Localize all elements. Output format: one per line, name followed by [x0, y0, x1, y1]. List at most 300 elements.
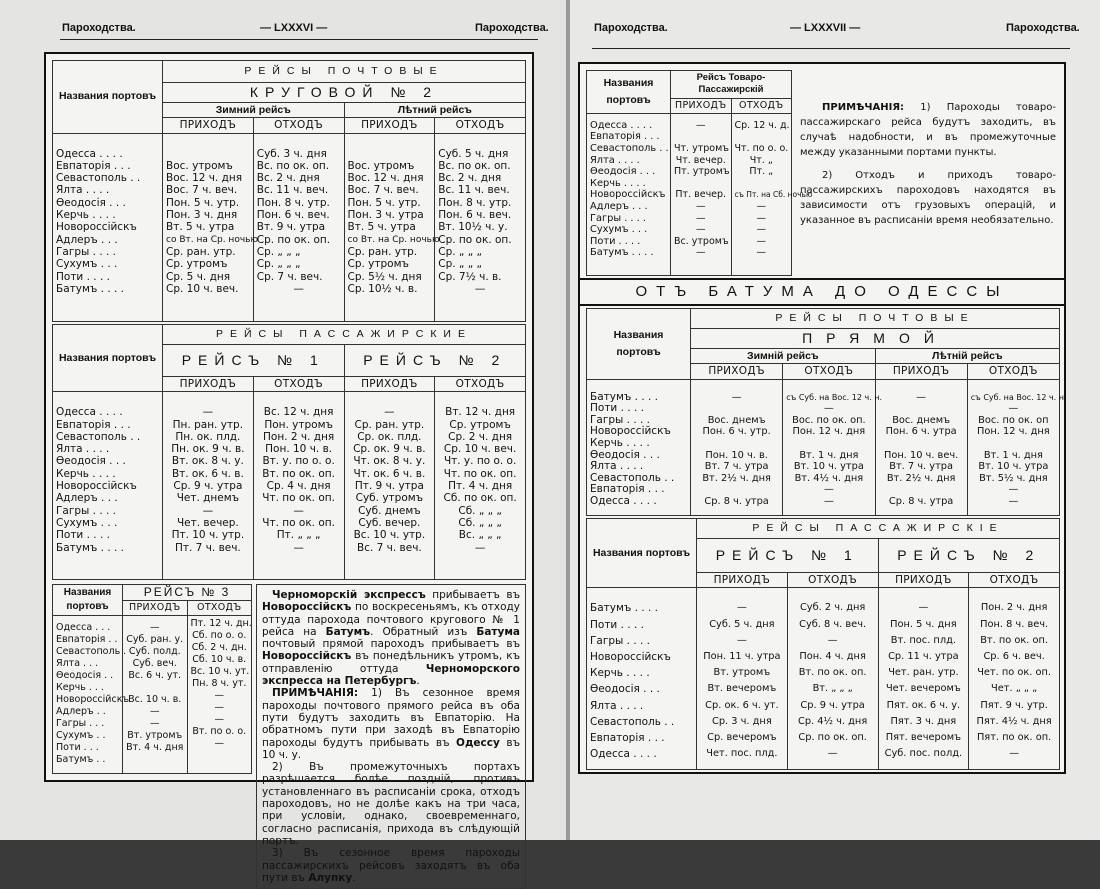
time-cell: Пон. 10 ч. в. [705, 449, 768, 461]
time-cell: Сб. 2 ч. дн. [191, 642, 247, 653]
port-name: Севастополь . . [590, 471, 675, 484]
time-cell: Пон. 8 ч. утр. [256, 196, 330, 209]
table-passenger-return [586, 518, 1060, 770]
time-cell: Пон. 6 ч. утр. [702, 426, 771, 438]
time-cell: Суб. утромъ [355, 492, 424, 505]
port-name: Батумъ . . . . [56, 282, 125, 295]
port-name: Батумъ . . . . [590, 390, 659, 403]
time-cell: Чт. утромъ [674, 143, 729, 155]
time-cell: Вс. 11 ч. веч. [256, 184, 329, 197]
port-name: Ялта . . . . [56, 184, 110, 197]
time-cell: Ср. ран. утр. [166, 245, 236, 258]
time-cell: Ср. утромъ [449, 418, 511, 431]
time-cell: Пон. 8 ч. утр. [438, 196, 512, 209]
time-cell: — [756, 235, 766, 247]
time-cell: Вт. 5 ч. утра [166, 221, 235, 234]
route-2-departure-column [435, 392, 526, 580]
time-cell: — [214, 690, 224, 701]
port-name: Новороссійскъ [590, 189, 666, 201]
table-mail-circular [52, 60, 526, 322]
winter-departure-column [253, 133, 344, 321]
time-cell: — [202, 406, 214, 419]
port-name: Керчь . . . [56, 682, 104, 693]
port-name: Керчь . . . . [56, 467, 116, 480]
port-name: Евпаторія . . . [590, 483, 665, 496]
time-cell: Ср. 10½ ч. в. [347, 282, 418, 295]
time-cell: Суб. 8 ч. веч. [799, 618, 867, 630]
time-cell: Чт. по ок. оп. [443, 467, 517, 480]
port-name: Ѳеодосія . . . [590, 448, 660, 461]
ports-column [53, 392, 163, 580]
time-cell: — [1009, 748, 1020, 760]
port-name: Керчь . . . . [590, 436, 650, 449]
time-cell: Суб. днемъ [358, 504, 421, 517]
time-cell: Чет. ран. утр. [888, 667, 959, 679]
port-name: Адлеръ . . . [56, 492, 118, 505]
time-cell: Вт. 10 ч. утра [978, 461, 1049, 473]
port-name: Гагры . . . . [590, 634, 651, 647]
time-cell: Ср. по ок. оп. [798, 731, 867, 743]
time-cell: Вт. 7 ч. утра [704, 461, 769, 473]
time-cell: Чет. вечер. [176, 516, 239, 529]
port-name: Гагры . . . [56, 718, 105, 729]
header-right: Пароходства. [1006, 22, 1080, 34]
summer-departure-column [967, 379, 1067, 515]
time-cell: Пят. по ок. оп. [976, 731, 1052, 743]
ports-label: Названия портовъ [587, 71, 671, 114]
header-left: Пароходства. [62, 22, 136, 34]
port-name: Батумъ . . . . [56, 541, 125, 554]
note-text: 1) Пароходы товаро-пассажирскаго рейса будутъ заходить, въ случаѣ надобности, и въ промежуточные между указанными портами пункты. [800, 102, 1056, 158]
time-cell: Суб. вечер. [358, 516, 421, 529]
route-1-arrival-column [163, 392, 254, 580]
time-cell: Вс. 6 ч. ут. [128, 670, 182, 681]
time-cell: — [756, 212, 766, 224]
time-cell: Пон. 12 ч. дня [977, 426, 1050, 438]
header-page-number: — LXXXVI — [260, 22, 328, 34]
arrival-column [671, 113, 732, 275]
notes-heading: ПРИМѢЧАНІЯ: [822, 102, 905, 113]
note-text: 1) Въ сезонное время пароходы почтового прямого рейса въ оба пути будутъ заходить въ Евпаторію. На обратномъ пути при заходѣ въ Евпаторію пароходы будутъ прибывать въ [262, 687, 520, 749]
note-text: почтовый прямой пароходъ прибываетъ въ [262, 638, 520, 651]
col-arrival: ПРИХОДЪ [163, 118, 254, 133]
summer-heading: Лѣтний рейсъ [344, 103, 526, 118]
time-cell: — [696, 201, 706, 213]
time-cell: Вт. вечеромъ [707, 683, 777, 695]
route-banner: ОТЪ БАТУМА ДО ОДЕССЫ [635, 283, 1009, 300]
time-cell: Ср. „ „ „ [256, 245, 301, 258]
time-cell: — [823, 495, 834, 507]
port-name: Ѳеодосія . . . [590, 166, 656, 178]
ports-column [53, 616, 130, 774]
right-page [570, 0, 1100, 840]
port-name: Евпаторія . . . [590, 731, 665, 744]
time-cell: Ср. 4½ ч. дня [798, 715, 868, 727]
time-cell: Вс. по ок. оп. [256, 159, 330, 172]
winter-heading: Зимній рейсъ [691, 349, 876, 364]
header-rule [592, 48, 1070, 49]
note-emph: ПРИМѢЧАНІЯ: [272, 687, 359, 700]
table-subtitle: КРУГОВОЙ № 2 [163, 83, 526, 103]
time-cell [674, 178, 728, 190]
timetable-frame-right [578, 62, 1066, 774]
time-cell: Сб. 10 ч. в. [192, 654, 247, 665]
time-cell: Ср. 5 ч. дня [166, 270, 231, 283]
port-name: Севастополь . [56, 646, 127, 657]
port-name: Евпаторія . . [56, 634, 118, 645]
time-cell: — [696, 212, 706, 224]
port-name: Ялта . . . . [56, 443, 110, 456]
time-cell: — [823, 403, 834, 415]
time-cell: Вос. по ок. оп [978, 414, 1049, 426]
port-name: Сухумъ . . . [56, 258, 118, 271]
port-name: Гагры . . . . [56, 245, 117, 258]
time-cell: Ср. „ „ „ [438, 245, 482, 258]
summer-arrival-column [875, 379, 967, 515]
time-cell: Пон. 5 ч. утр. [166, 196, 240, 209]
time-cell: — [150, 706, 160, 717]
time-cell: Пон. 10 ч. в. [265, 443, 333, 456]
time-cell: Пт. 10 ч. утр. [171, 529, 245, 542]
time-cell: Пт. „ [749, 166, 774, 178]
header-page-number: — LXXXVII — [790, 22, 861, 34]
time-cell: Ср. 10 ч. веч. [443, 443, 517, 456]
port-name: Поти . . . . [56, 529, 110, 542]
time-cell: Ср. ран. утр. [354, 418, 425, 431]
time-cell: Ср. 11 ч. утра [888, 650, 959, 662]
time-cell: Чт. по о. о. [734, 143, 789, 155]
time-cell: Вт. по ок. оп. [262, 467, 335, 480]
port-name: Поти . . . [56, 742, 99, 753]
time-cell: — [293, 504, 304, 517]
col-departure: ОТХОДЪ [187, 600, 252, 616]
time-cell: Вт. 2½ ч. дня [702, 472, 771, 484]
time-cell: Чт. ок. 6 ч. в. [353, 467, 426, 480]
time-cell: Вт. 5½ ч. дня [979, 472, 1048, 484]
time-cell: — [696, 119, 706, 131]
time-cell: — [384, 406, 395, 419]
winter-arrival-column [163, 133, 259, 321]
time-cell [166, 148, 250, 160]
time-cell: Пон. 2 ч. дня [263, 430, 335, 443]
ports-label: Названия портовъ [53, 325, 163, 392]
time-cell: Чт. „ [749, 154, 773, 166]
time-cell: Вт. по ок. оп. [798, 667, 867, 679]
time-cell: Ср. „ „ „ [438, 258, 482, 271]
time-cell [126, 754, 184, 766]
note-emph: Новороссійскъ [262, 601, 352, 614]
port-name: Поти . . . . [56, 270, 110, 283]
time-cell: Ср. утромъ [166, 258, 228, 271]
col-departure: ОТХОДЪ [787, 573, 878, 588]
col-departure: ОТХОДЪ [435, 118, 526, 133]
port-name: Керчь . . . . [56, 209, 116, 222]
route-1-arrival-column [697, 588, 788, 770]
note-text: въ понедѣльникъ утромъ, къ отправленію оттуда [262, 650, 520, 675]
time-cell: Ср. 4 ч. дня [266, 480, 331, 493]
note-text: 2) Въ промежуточныхъ портахъ разрѣшается болѣе поздній, противъ установленнаго въ расписаніи срока, отходъ пароходовъ, но не долѣе какъ на три часа, при условіи, однако, своевременнаго, согласно расписанія, прихода въ слѣдующій портъ. [262, 761, 520, 847]
col-arrival: ПРИХОДЪ [691, 364, 783, 379]
time-cell: — [1008, 403, 1019, 415]
route-2-arrival-column [344, 392, 435, 580]
time-cell: Пн. ок. 9 ч. в. [171, 443, 245, 456]
time-cell: Вос. днемъ [892, 414, 951, 426]
note-emph: Черноморскій экспрессъ [272, 589, 426, 601]
note-emph: Новороссійскъ [262, 650, 352, 663]
time-cell: Сб. „ „ „ [458, 516, 502, 529]
port-name: Одесса . . . . [56, 147, 123, 160]
time-cell: Ср. 8 ч. утра [888, 495, 954, 507]
time-cell: Вос. 7 ч. веч. [166, 184, 238, 197]
note-text: по воскресеньямъ, къ отходу оттуда парохода почтового кругового № 1 рейса на [262, 601, 520, 638]
table-cargo-passenger [586, 70, 813, 276]
time-cell: Пн. ран. утр. [172, 418, 244, 431]
time-cell: Пон. 8 ч. веч. [980, 618, 1049, 630]
time-cell: Вс. 10 ч. ут. [190, 666, 250, 677]
time-cell: — [731, 391, 742, 403]
time-cell: Вс. 11 ч. веч. [438, 184, 510, 197]
time-cell: Вос. 12 ч. дня [166, 172, 243, 185]
col-departure: ОТХОДЪ [435, 377, 526, 392]
table-title: РЕЙСЫ ПАССАЖИРСКИЕ [163, 325, 526, 345]
time-cell: — [827, 748, 838, 760]
port-name: Поти . . . . [590, 402, 644, 415]
route-banner-box [580, 278, 1064, 306]
time-cell: Суб. 3 ч. дня [256, 147, 327, 160]
time-cell: съ Суб. на Вос. 12 ч. н. [786, 392, 883, 402]
note-text: 2) Отходъ и приходъ товаро-пассажирскихъ пароходовъ находятся въ зависимости отъ грузовыхъ операцій, и указанное въ расписаніи время необязательно. [800, 170, 1056, 226]
time-cell: Сб. „ „ „ [458, 504, 502, 517]
col-arrival: ПРИХОДЪ [123, 600, 188, 616]
port-name: Сухумъ . . . [56, 516, 118, 529]
time-cell: Пт. утромъ [674, 166, 730, 178]
time-cell: Вт. 4 ч. дня [126, 742, 184, 753]
ports-label: Названия портовъ [587, 519, 697, 588]
col-arrival: ПРИХОДЪ [697, 573, 788, 588]
time-cell: — [916, 391, 927, 403]
time-cell: — [214, 702, 224, 713]
time-cell: Суб. веч. [132, 658, 177, 669]
time-cell: Вт. 1 ч. дня [983, 449, 1043, 461]
table-mail-direct [586, 308, 1067, 516]
time-cell: — [918, 602, 929, 614]
time-cell: Пон. 12 ч. дня [792, 426, 866, 438]
time-cell: Ср. 3 ч. дня [712, 715, 772, 727]
time-cell: Вс. 7 ч. веч. [357, 541, 422, 554]
time-cell: Чт. вечер. [675, 154, 726, 166]
time-cell: Ср. ок. 9 ч. в. [353, 443, 426, 456]
port-name: Поти . . . . [590, 235, 641, 247]
time-cell: Чет. „ „ „ [991, 683, 1038, 695]
time-cell: съ Суб. на Вос. 12 ч. н. [970, 392, 1067, 402]
port-name: Одесса . . . . [56, 406, 123, 419]
time-cell: Ср. ок. 6 ч. ут. [705, 699, 779, 711]
time-cell: Пят. 9 ч. утр. [980, 699, 1048, 711]
route-2-arrival-column [878, 588, 969, 770]
port-name: Севастополь . . [590, 143, 669, 155]
time-cell [786, 438, 871, 450]
time-cell: Чт. по ок. оп. [262, 516, 335, 529]
time-cell: Пят. ок. 6 ч. у. [886, 699, 961, 711]
time-cell: Ср. утромъ [347, 258, 409, 271]
port-name: Одесса . . . . [590, 748, 657, 761]
time-cell: Чт. у. по о. о. [443, 455, 517, 468]
arrival-column [123, 616, 188, 774]
note-emph: Алупку [308, 871, 353, 884]
time-cell [735, 178, 789, 190]
time-cell: Пон. 3 ч. дня [166, 209, 238, 222]
port-name: Гагры . . . . [56, 504, 117, 517]
departure-column [187, 616, 252, 774]
port-name: Поти . . . . [590, 618, 644, 631]
notes-box [256, 584, 526, 884]
time-cell: Вс. 2 ч. дня [438, 172, 502, 185]
note-emph: Черноморского экспресса на Петербургъ [262, 662, 520, 688]
time-cell: — [736, 602, 747, 614]
table-title: РЕЙСЪ № 3 [123, 585, 252, 601]
time-cell: — [150, 718, 160, 729]
time-cell [674, 131, 728, 143]
time-cell: — [756, 247, 766, 259]
time-cell: Вос. по ок. оп. [792, 414, 866, 426]
ports-column [53, 133, 163, 321]
timetable-frame-left [44, 52, 534, 884]
col-arrival: ПРИХОДЪ [878, 573, 969, 588]
port-name: Ялта . . . . [590, 154, 640, 166]
time-cell: Суб. 5 ч. дня [709, 618, 775, 630]
port-name: Адлеръ . . [56, 706, 106, 717]
time-cell: Пон. 2 ч. дня [980, 602, 1048, 614]
port-name: Керчь . . . . [590, 177, 646, 189]
time-cell: Ср. „ „ „ [256, 258, 301, 271]
time-cell: Суб. пос. полд. [884, 748, 963, 760]
time-cell: Вт. по ок. оп. [980, 634, 1049, 646]
time-cell: Ср. 6 ч. веч. [983, 650, 1045, 662]
time-cell: съ Пт. на Сб. ночью [734, 190, 813, 200]
time-cell: Вс. утромъ [674, 235, 729, 247]
time-cell: Вт. ок. 8 ч. у. [171, 455, 244, 468]
time-cell: Сб. по о. о. [192, 630, 247, 641]
time-cell: Вт. 10 ч. утра [793, 461, 864, 473]
port-name: Ялта . . . [56, 658, 99, 669]
time-cell: — [823, 484, 834, 496]
port-name: Ялта . . . . [590, 699, 644, 712]
note-emph: Батума [476, 625, 520, 638]
time-cell [879, 403, 964, 415]
time-cell: Вос. 12 ч. дня [347, 172, 424, 185]
time-cell [348, 148, 432, 160]
table-title: РЕЙСЫ ПОЧТОВЫЕ [691, 309, 1060, 329]
time-cell: Вс. 10 ч. утр. [353, 529, 426, 542]
port-name: Ѳеодосія . . [56, 670, 114, 681]
time-cell: Ср. вечеромъ [707, 731, 777, 743]
time-cell: Суб. 2 ч. дня [799, 602, 866, 614]
time-cell: Чет. днемъ [176, 492, 240, 505]
table-passenger [52, 324, 526, 580]
ports-label: Названия портовъ [53, 61, 163, 134]
time-cell: Вт. 12 ч. дня [445, 406, 516, 419]
time-cell: Пят. 3 ч. дня [890, 715, 957, 727]
route-1-departure-column [253, 392, 344, 580]
ports-label: Названия портовъ [587, 309, 691, 380]
time-cell: Пон. 3 ч. утра [347, 209, 424, 222]
cargo-notes [800, 100, 1056, 270]
note-text: . [416, 675, 420, 688]
port-name: Севастополь . . [590, 715, 675, 728]
time-cell: Вт. по о. о. [192, 726, 247, 737]
ports-column [587, 588, 697, 770]
time-cell: Ср. 10 ч. веч. [166, 282, 239, 295]
summer-arrival-column [344, 133, 440, 321]
time-cell: Пон. утромъ [264, 418, 333, 431]
time-cell: Пон. 4 ч. дня [799, 650, 866, 662]
header-left: Пароходства. [594, 22, 668, 34]
port-name: Батумъ . . . . [590, 247, 654, 259]
note-text: прибываетъ въ [425, 589, 520, 601]
time-cell: Пон. 10 ч. веч. [883, 449, 959, 461]
port-name: Севастополь . . [56, 172, 141, 185]
col-departure: ОТХОДЪ [783, 364, 875, 379]
time-cell: Пят. вечеромъ [885, 731, 962, 743]
note-emph: Одессу [456, 736, 500, 749]
time-cell: Пон. 6 ч. веч. [438, 209, 512, 222]
time-cell: Вс. по ок. оп. [438, 159, 511, 172]
port-name: Новороссійскъ [56, 694, 130, 705]
time-cell: Ср. 12 ч. д. [734, 119, 790, 131]
port-name: Новороссійскъ [590, 650, 671, 663]
time-cell: Вт. 9 ч. утра [256, 221, 326, 234]
time-cell: Пн. ок. плд. [175, 430, 241, 443]
time-cell: Ср. 2 ч. дня [448, 430, 513, 443]
time-cell: Ср. ран. утр. [347, 245, 418, 258]
col-departure: ОТХОДЪ [731, 98, 792, 113]
port-name: Ѳеодосія . . . [56, 196, 126, 209]
port-name: Севастополь . . [56, 430, 141, 443]
port-name: Одесса . . . . [590, 494, 657, 507]
port-name: Одесса . . . . [590, 119, 653, 131]
time-cell: Вт. утромъ [127, 730, 183, 741]
time-cell: Вт. 4½ ч. дня [794, 472, 864, 484]
time-cell: — [293, 282, 304, 295]
time-cell: Чт. по ок. оп. [262, 492, 335, 505]
time-cell: Пон. 5 ч. утр. [347, 196, 421, 209]
time-cell: Вс. 10 ч. в. [128, 694, 182, 705]
summer-departure-column [435, 133, 526, 321]
route-1-heading: РЕЙСЪ № 1 [697, 539, 879, 573]
departure-column [731, 113, 813, 275]
time-cell: Вт. „ „ „ [812, 683, 853, 695]
port-name: Батумъ . . [56, 754, 106, 765]
route-2-heading: РЕЙСЪ № 2 [344, 345, 526, 377]
time-cell: Вс. 12 ч. дня [263, 406, 334, 419]
time-cell: Пт. 7 ч. веч. [174, 541, 241, 554]
time-cell: Пон. 6 ч. утра [885, 426, 957, 438]
time-cell: Вт. 5 ч. утра [347, 221, 416, 234]
col-arrival: ПРИХОДЪ [344, 377, 435, 392]
note-text: . Обратный изъ [370, 625, 477, 638]
winter-arrival-column [691, 379, 783, 515]
time-cell [694, 438, 779, 450]
ports-column [587, 379, 691, 515]
time-cell: Пт. 12 ч. дн. [190, 618, 252, 629]
time-cell: Вос. днемъ [707, 414, 766, 426]
time-cell [879, 438, 964, 450]
time-cell: Ср. 8 ч. утра [704, 495, 769, 507]
route-2-departure-column [969, 588, 1060, 770]
time-cell: Суб. 5 ч. дня [438, 147, 509, 160]
time-cell [191, 750, 249, 762]
col-arrival: ПРИХОДЪ [344, 118, 435, 133]
